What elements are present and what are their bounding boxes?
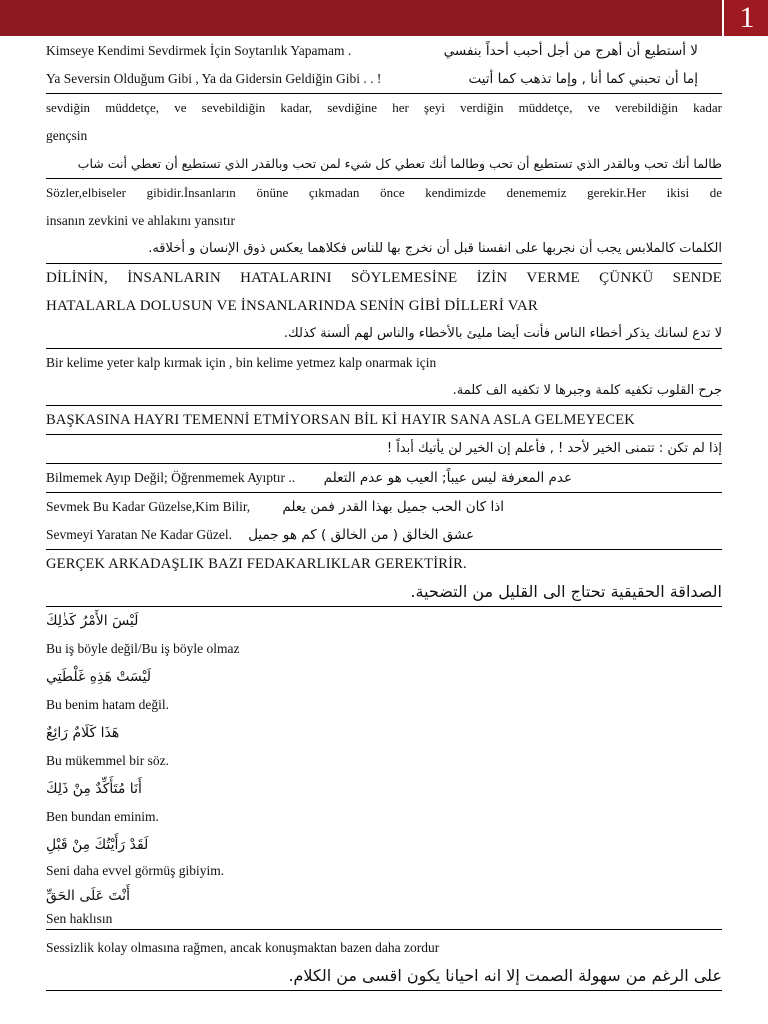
turkish-text: Ya Seversin Olduğum Gibi , Ya da Gidersin Geldiğin Gibi . . ! bbox=[46, 71, 382, 86]
arabic-phrase: لَقَدْ رَأَيْتُكَ مِنْ قَبْلِ bbox=[46, 837, 149, 853]
arabic-text: الكلمات كالملابس يجب أن نجربها على انفسنا قبل أن نخرج بها للناس فكلاهما يعكس ذوق الإنسان و أخلاقه. bbox=[46, 235, 722, 264]
turkish-text: insanın zevkini ve ahlakını yansıtır bbox=[46, 213, 235, 228]
turkish-heading: BAŞKASINA HAYRI TEMENNİ ETMİYORSAN BİL Kİ HAYIR SANA ASLA GELMEYECEK bbox=[46, 406, 722, 435]
arabic-text: طالما أنك تحب وبالقدر الذي تستطيع أن تحب وطالما أنك تعطي كل شيء لمن تحب وبالقدر الذي تستطيع أن تعطي أنت شاب bbox=[46, 150, 722, 179]
turkish-text: Sevmek Bu Kadar Güzelse,Kim Bilir, bbox=[46, 499, 251, 514]
turkish-heading: DİLİNİN, İNSANLARIN HATALARINI SÖYLEMESİNE İZİN VERME ÇÜNKÜ SENDE bbox=[46, 270, 722, 286]
turkish-phrase: Ben bundan eminim. bbox=[46, 809, 159, 824]
turkish-text: Sessizlik kolay olmasına rağmen, ancak konuşmaktan bazen daha zordur bbox=[46, 940, 440, 955]
arabic-text: لا أستطيع أن أهرج من أجل أحبب أحداً بنفسي bbox=[443, 43, 698, 59]
arabic-text: لا تدع لسانك يذكر أخطاء الناس فأنت أيضا مليئ بالأخطاء والناس لهم ألسنة كذلك. bbox=[46, 320, 722, 349]
page-number: 1 bbox=[722, 0, 768, 36]
arabic-text: جرح القلوب تكفيه كلمة وجبرها لا تكفيه الف كلمة. bbox=[46, 377, 722, 406]
arabic-phrase: لَيْسَتْ هَذِهِ غَلْطَتِي bbox=[46, 669, 152, 685]
turkish-phrase: Bu mükemmel bir söz. bbox=[46, 753, 169, 768]
arabic-text: إما أن تحبني كما أنا , وإما تذهب كما أتيت bbox=[468, 71, 698, 87]
page-body bbox=[46, 37, 722, 991]
turkish-phrase: Seni daha evvel görmüş gibiyim. bbox=[46, 863, 225, 878]
quote-line bbox=[46, 464, 722, 493]
arabic-text: الصداقة الحقيقية تحتاج الى القليل من التضحية. bbox=[46, 578, 722, 607]
turkish-text: Sevmeyi Yaratan Ne Kadar Güzel. bbox=[46, 527, 232, 542]
turkish-phrase: Sen haklısın bbox=[46, 909, 722, 930]
turkish-phrase: Bu benim hatam değil. bbox=[46, 697, 169, 712]
turkish-text: sevdiğin müddetçe, ve sevebildiğin kadar, sevdiğine her şeyi verdiğin müddetçe, ve verebildiğin kadar bbox=[46, 100, 722, 115]
arabic-phrase: هَذَا كَلَامٌ رَائِعٌ bbox=[46, 725, 120, 741]
arabic-text: إذا لم تكن : تتمنى الخير لأحد ! , فأعلم إن الخير لن يأتيك أبداً ! bbox=[46, 435, 722, 464]
arabic-phrase: لَيْسَ الأَمْرُ كَذٰلِكَ bbox=[46, 613, 139, 629]
turkish-text: Sözler,elbiseler gibidir.İnsanların önüne çıkmadan önce kendimizde denememiz gerekir.Her ikisi de bbox=[46, 185, 722, 200]
arabic-text: عشق الخالق ( من الخالق ) كم هو جميل bbox=[248, 527, 474, 543]
arabic-text: على الرغم من سهولة الصمت إلا انه احيانا يكون اقسى من الكلام. bbox=[46, 962, 722, 991]
turkish-heading: HATALARLA DOLUSUN VE İNSANLARINDA SENİN GİBİ DİLLERİ VAR bbox=[46, 298, 539, 314]
header-bar bbox=[0, 0, 722, 36]
turkish-text: Bilmemek Ayıp Değil; Öğrenmemek Ayıptır .. bbox=[46, 470, 296, 485]
quote-line bbox=[46, 65, 722, 94]
turkish-text: Bir kelime yeter kalp kırmak için , bin kelime yetmez kalp onarmak için bbox=[46, 355, 437, 370]
turkish-text: gençsin bbox=[46, 128, 88, 143]
turkish-heading: GERÇEK ARKADAŞLIK BAZI FEDAKARLIKLAR GEREKTİRİR. bbox=[46, 556, 467, 572]
quote-line bbox=[46, 37, 722, 65]
arabic-text: عدم المعرفة ليس عيباً; العيب هو عدم التعلم bbox=[323, 470, 572, 486]
arabic-text: اذا كان الحب جميل بهذا القدر فمن يعلم bbox=[282, 499, 504, 515]
turkish-phrase: Bu iş böyle değil/Bu iş böyle olmaz bbox=[46, 641, 240, 656]
quote-line bbox=[46, 493, 722, 521]
quote-line bbox=[46, 521, 722, 550]
turkish-text: Kimseye Kendimi Sevdirmek İçin Soytarılık Yapamam . bbox=[46, 43, 352, 58]
arabic-phrase: أَنْتَ عَلَى الحَقِّ bbox=[46, 888, 130, 904]
arabic-phrase: أَنَا مُتَأَكِّدٌ مِنْ ذَلِكَ bbox=[46, 781, 142, 797]
